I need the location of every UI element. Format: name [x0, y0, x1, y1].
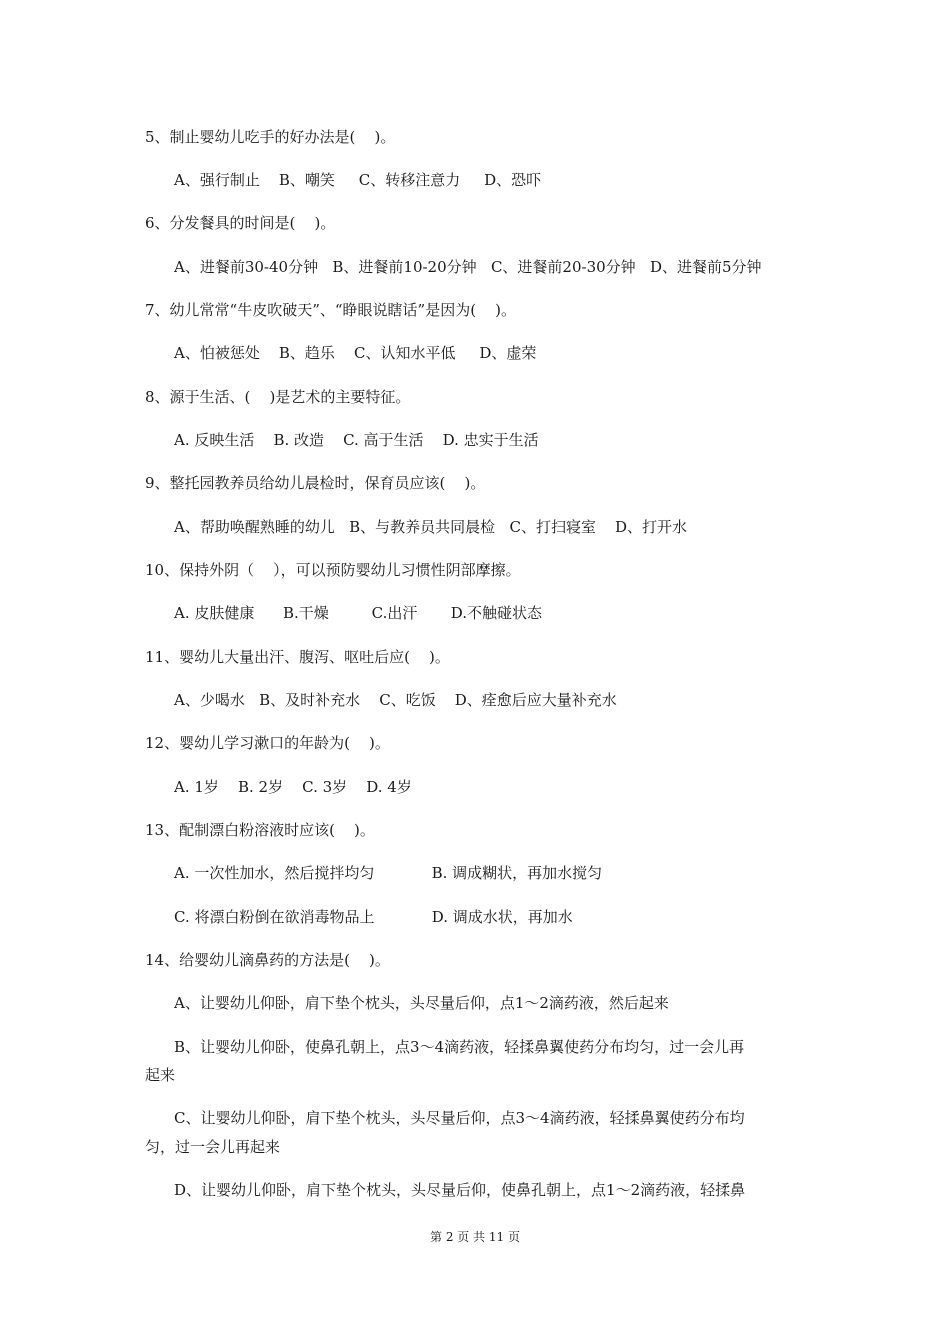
question-13-options-row-1: A. 一次性加水，然后搅拌均匀 B. 调成糊状，再加水搅匀	[174, 864, 603, 882]
question-10-stem: 10、保持外阴（ ），可以预防婴幼儿习惯性阴部摩擦。	[145, 561, 521, 579]
question-8-options: A. 反映生活 B. 改造 C. 高于生活 D. 忠实于生活	[174, 431, 539, 449]
question-5-options: A、强行制止 B、嘲笑 C、转移注意力 D、恐吓	[174, 171, 542, 189]
question-6-stem: 6、分发餐具的时间是( )。	[145, 214, 336, 232]
question-7-stem: 7、幼儿常常“牛皮吹破天”、“睁眼说瞎话”是因为( )。	[145, 301, 516, 319]
question-9-stem: 9、整托园教养员给幼儿晨检时，保育员应该( )。	[145, 474, 486, 492]
question-14-option-a: A、让婴幼儿仰卧，肩下垫个枕头，头尽量后仰，点1～2滴药液，然后起来	[174, 994, 669, 1012]
question-11-stem: 11、婴幼儿大量出汗、腹泻、呕吐后应( )。	[145, 648, 450, 666]
question-13-stem: 13、配制漂白粉溶液时应该( )。	[145, 821, 375, 839]
question-8-stem: 8、源于生活、( )是艺术的主要特征。	[145, 388, 411, 406]
question-9-options: A、帮助唤醒熟睡的幼儿 B、与教养员共同晨检 C、打扫寝室 D、打开水	[174, 518, 688, 536]
question-12-stem: 12、婴幼儿学习漱口的年龄为( )。	[145, 734, 390, 752]
question-14-option-c-cont: 匀，过一会儿再起来	[145, 1138, 281, 1156]
question-14-option-b: B、让婴幼儿仰卧，使鼻孔朝上，点3～4滴药液，轻揉鼻翼使药分布均匀，过一会儿再	[174, 1038, 745, 1056]
question-14-option-b-cont: 起来	[145, 1066, 176, 1084]
question-10-options: A. 皮肤健康 B.干燥 C.出汗 D.不触碰状态	[174, 604, 543, 622]
question-14-option-c: C、让婴幼儿仰卧，肩下垫个枕头，头尽量后仰，点3～4滴药液，轻揉鼻翼使药分布均	[174, 1109, 745, 1127]
question-6-options: A、进餐前30-40分钟 B、进餐前10-20分钟 C、进餐前20-30分钟 D、进餐前5分钟	[174, 258, 762, 276]
question-12-options: A. 1岁 B. 2岁 C. 3岁 D. 4岁	[174, 778, 412, 796]
question-14-stem: 14、给婴幼儿滴鼻药的方法是( )。	[145, 951, 390, 969]
question-5-stem: 5、制止婴幼儿吃手的好办法是( )。	[145, 128, 396, 146]
question-14-option-d: D、让婴幼儿仰卧，肩下垫个枕头，头尽量后仰，使鼻孔朝上，点1～2滴药液，轻揉鼻	[174, 1181, 746, 1199]
page-footer: 第 2 页 共 11 页	[430, 1230, 520, 1244]
question-13-options-row-2: C. 将漂白粉倒在欲消毒物品上 D. 调成水状，再加水	[174, 908, 573, 926]
question-7-options: A、怕被惩处 B、趋乐 C、认知水平低 D、虚荣	[174, 344, 537, 362]
question-11-options: A、少喝水 B、及时补充水 C、吃饭 D、痊愈后应大量补充水	[174, 691, 617, 709]
